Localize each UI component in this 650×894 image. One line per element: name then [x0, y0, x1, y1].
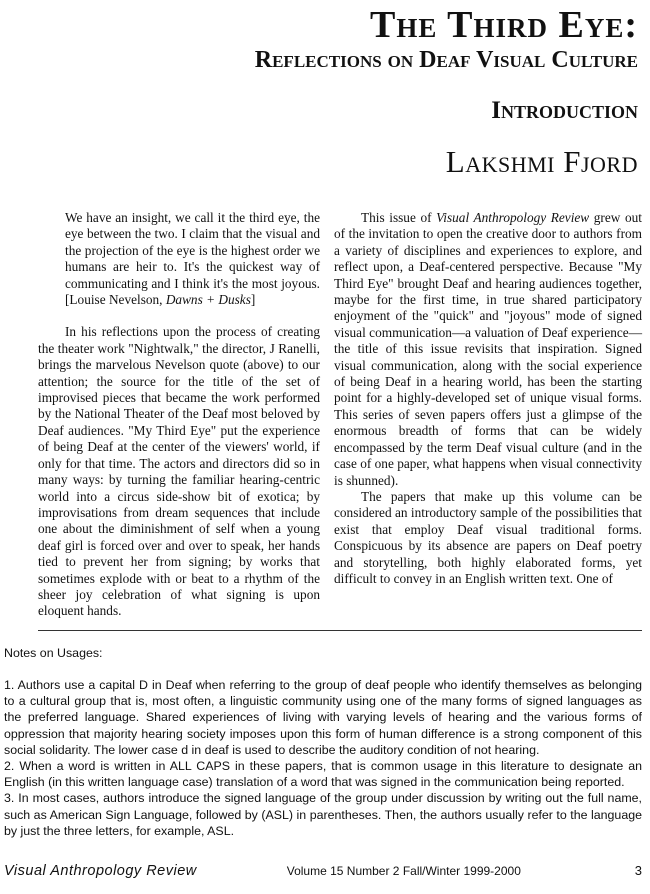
- journal-name: Visual Anthropology Review: [436, 210, 590, 225]
- body-paragraph: [334, 210, 642, 489]
- text: This issue of: [361, 210, 437, 225]
- quote-end: ]: [250, 292, 256, 308]
- body-paragraph: In his reflections upon the process of creating the theater work "Nightwalk," the director, J Ranelli, brings the marvelous Nevelson quote (above) to our attention; the source for the title of the set of improvised pieces that became the work performed by the National Theater of the Deaf most beloved by Deaf audiences. "My Third Eye" put the experience of being Deaf at the center of the viewers' world, if only for that time. The actors and directors did so in many ways: by turning the familiar hearing-centric world into a circus side-show bit of exotica; by improvisations from dream sequences that include one about the diminishment of self when a young deaf girl is forced over and over to speak, her hands tied to prevent her from signing; by works that sometimes explode with or beat to a rhythm of the sheer joy celebration of what signing is upon eloquent hands.: [38, 324, 320, 619]
- author-name: Lakshmi Fjord: [445, 144, 638, 179]
- footer-issue: Volume 15 Number 2 Fall/Winter 1999-2000: [286, 863, 521, 878]
- section-heading: Introduction: [491, 97, 638, 124]
- left-column: [38, 210, 320, 620]
- body-columns: [4, 210, 642, 620]
- note-item: 2. When a word is written in ALL CAPS in these papers, that is common usage in this literature to designate an English (in this written language case) translation of a word that was signed in the communication being reported.: [4, 758, 642, 790]
- notes-section: [4, 645, 642, 839]
- quote-text: We have an insight, we call it the third eye, the eye between the two. I claim that the visual and the projection of the eye is the highest order we humans are heir to. It's the quickest way of communicating and I think it's the most joyous. [Louise Nevelson,: [65, 210, 320, 308]
- article-title: The Third Eye:: [369, 4, 638, 46]
- quote-source: Dawns + Dusks: [165, 292, 251, 308]
- note-item: 1. Authors use a capital D in Deaf when referring to the group of deaf people who identify themselves as belonging to a cultural group that is, most often, a linguistic community using one of the many forms of signed languages as the preferred language. Shared experiences of living with varying levels of hearing and the various forms of oppression that majority hearing society imposes upon this form of human difference is a strong component of this social solidarity. The lower case d in deaf is used to describe the auditory condition of not hearing.: [4, 677, 642, 757]
- article-subtitle: Reflections on Deaf Visual Culture: [254, 47, 638, 73]
- header: [4, 4, 642, 180]
- body-paragraph: The papers that make up this volume can be considered an introductory sample of the possibilities that exist that employ Deaf visual traditional forms. Conspicuous by its absence are papers on Deaf poetry and storytelling, both highly elaborated forms, yet difficult to convey in an English written text. One of: [334, 488, 642, 586]
- epigraph-quote: [65, 210, 320, 308]
- note-item: 3. In most cases, authors introduce the signed language of the group under discussion by writing out the full name, such as American Sign Language, followed by (ASL) in parentheses. Then, the authors usually refer to the language by just the three letters, for example, ASL.: [4, 791, 642, 838]
- footer-journal: Visual Anthropology Review: [4, 862, 197, 879]
- page-number: 3: [634, 862, 642, 878]
- text: grew out of the invitation to open the creative door to authors from a variety of disciplines and experiences to explore, and reflect upon, a Deaf-centered perspective. Because "My Third Eye" brought Deaf and hearing audiences together, maybe for the first time, in true shared participatory enjoyment of the "quick" and "joyous" mode of signed visual communication—a valuation of Deaf experience—the title of this issue revisits that inspiration. Signed visual communication, along with the social experience of being Deaf in a hearing world, has been the starting point for a highly-developed set of unique visual forms. This series of seven papers offers just a glimpse of the enormous breadth of forms that can be widely encompassed by the term Deaf visual culture (and in the case of one paper, what happens when visual connectivity is shunned).: [334, 210, 642, 488]
- footer: [4, 863, 642, 879]
- divider: [38, 630, 642, 631]
- notes-heading: Notes on Usages:: [4, 645, 103, 660]
- right-column: [334, 210, 642, 620]
